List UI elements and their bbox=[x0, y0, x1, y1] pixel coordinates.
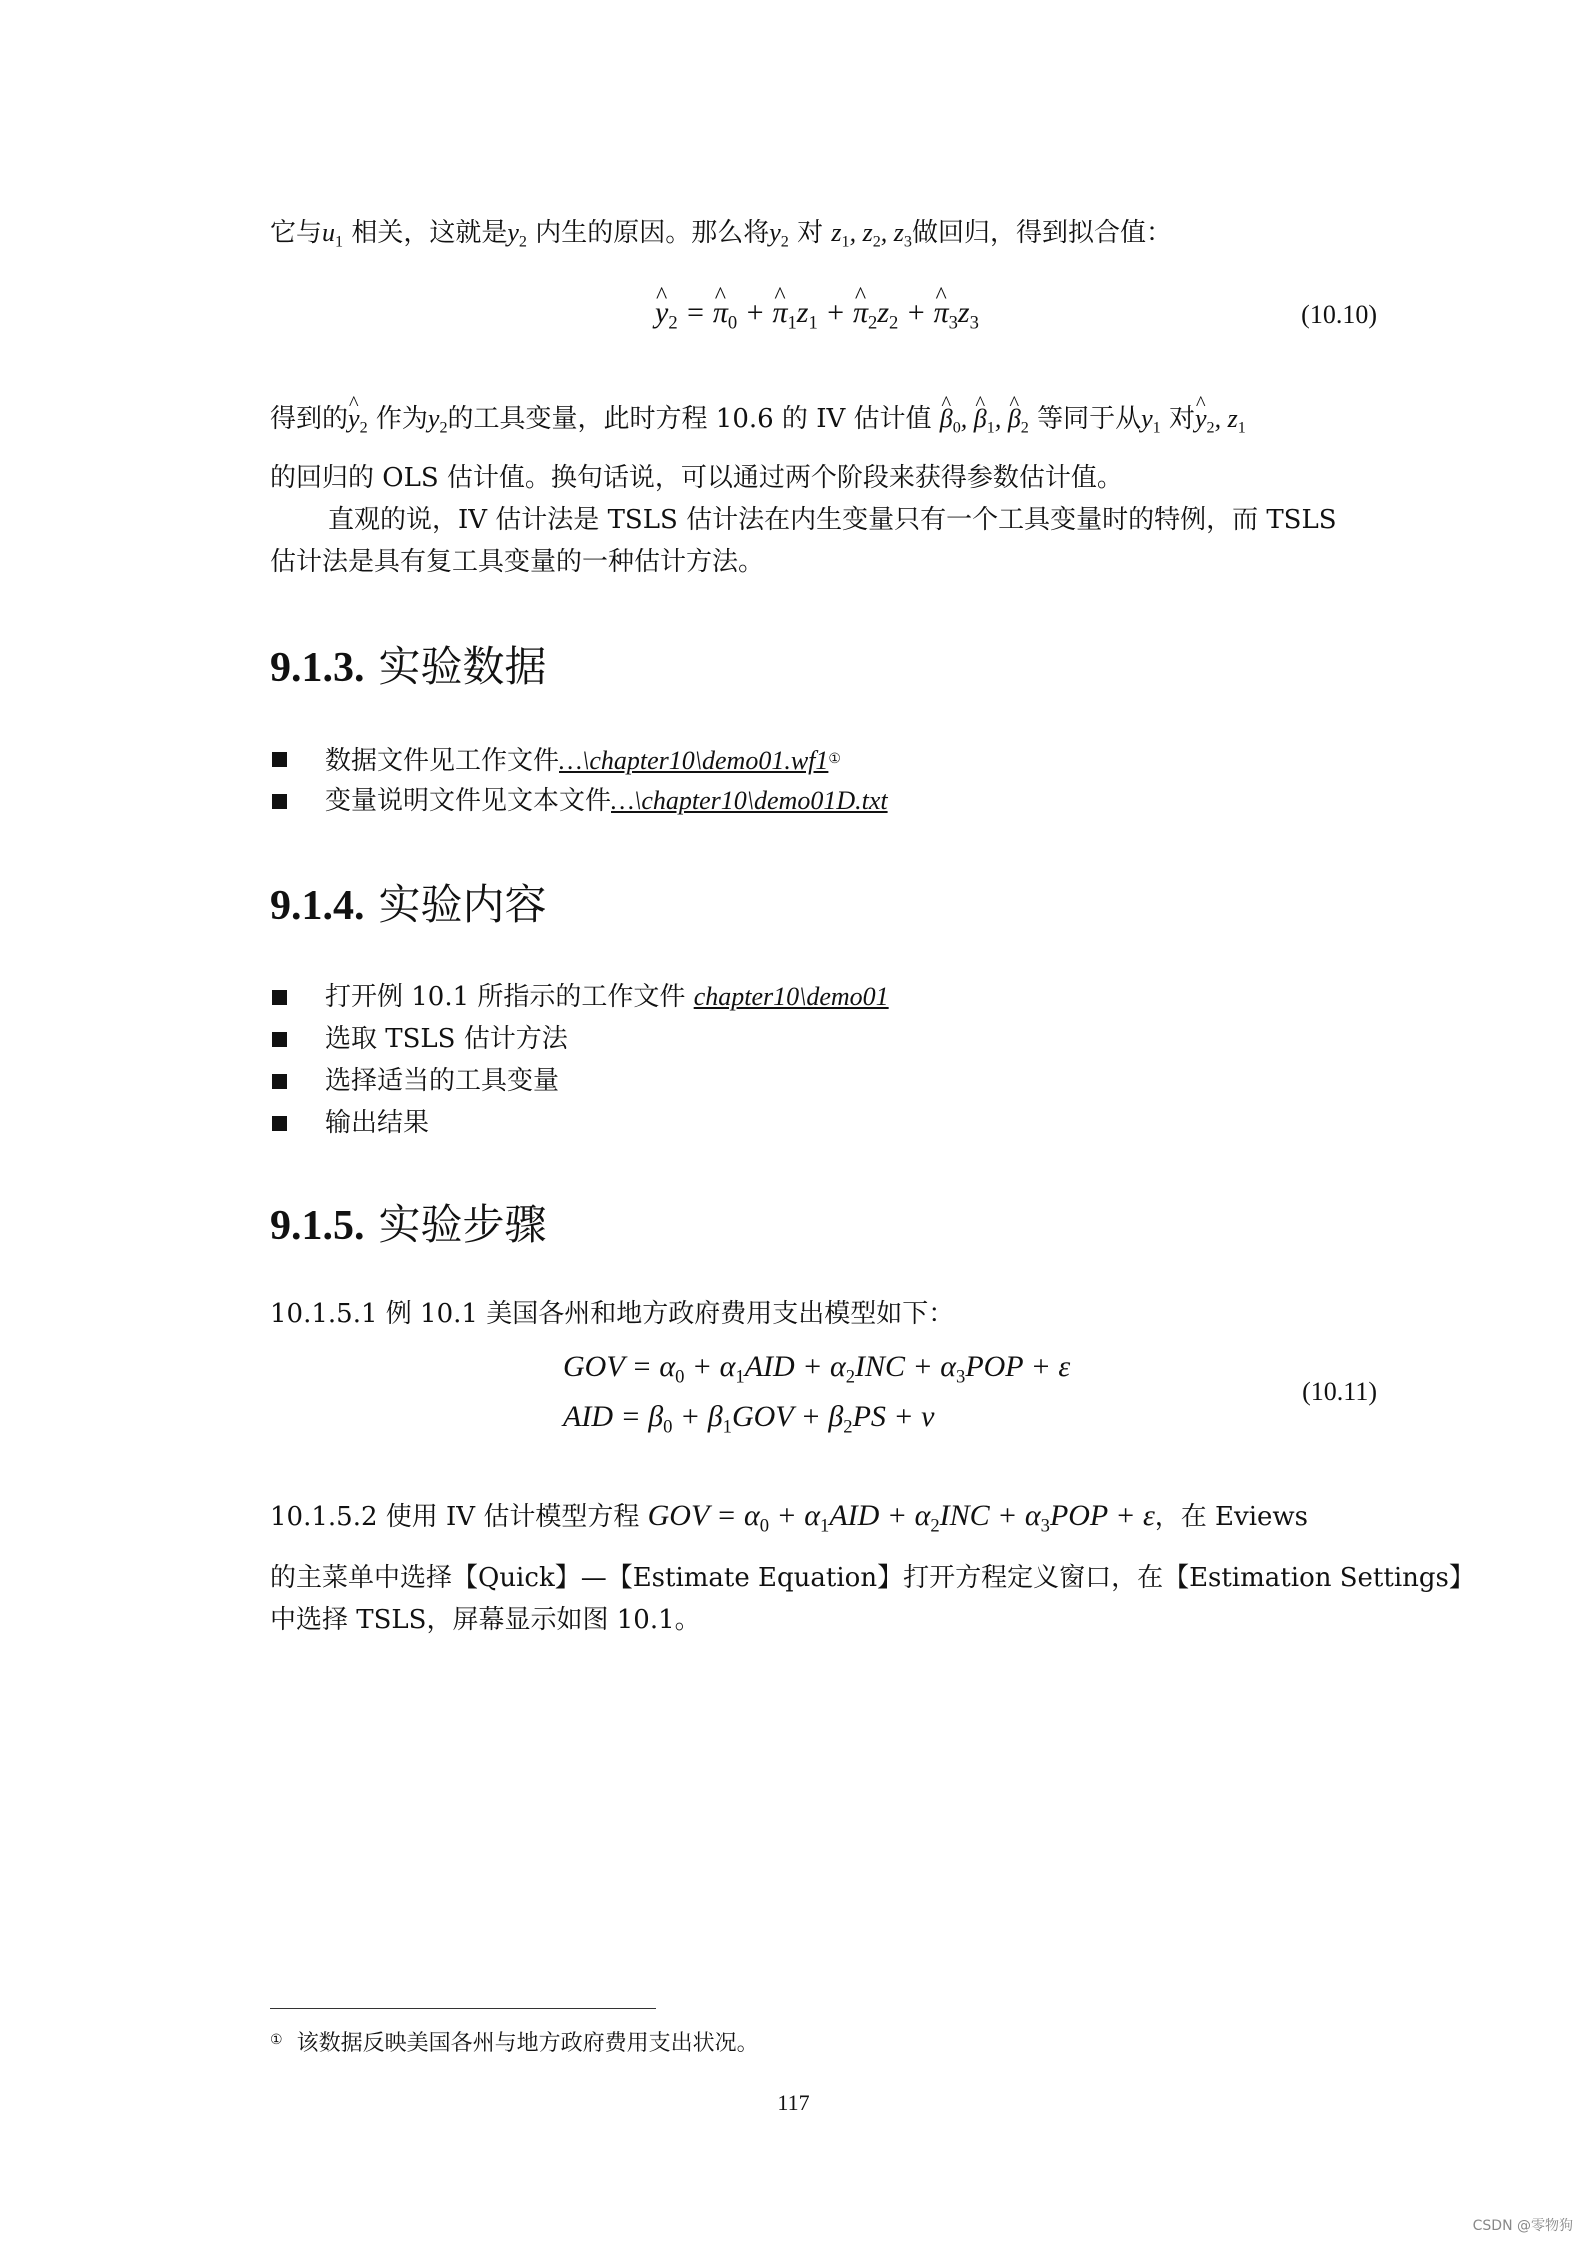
equation-10-10: ^ $y_2$ = ^ $\pi_0$ + ^ $\pi_1z_1$ + ^ $\pi_2z_2$ + ^ $\pi_3z_3$ bbox=[655, 296, 979, 330]
demo-link[interactable]: chapter10\demo01 bbox=[693, 982, 889, 1011]
bullet-square-icon bbox=[272, 752, 287, 767]
footnote-mark: ① bbox=[270, 2032, 283, 2048]
section-heading-data: 9.1.3. 实验数据 bbox=[270, 642, 547, 691]
paragraph-tsls-line2: 估计法是具有复工具变量的一种估计方法。 bbox=[270, 547, 765, 577]
bullet-square-icon bbox=[272, 1074, 287, 1089]
paragraph-iv-estimates: 得到的^ $y_2$ 作为$y_2$的工具变量，此时方程 10.6 的 IV 估计值 ^ $\beta_0$, ^ $\beta_1$, ^ $\beta_2$ 等同于从$y_1$ 对^ $y_2$, $z_1$ bbox=[270, 398, 1246, 441]
footnote-ref[interactable]: ① bbox=[828, 751, 841, 767]
workfile-link[interactable]: …\chapter10\demo01.wf1 bbox=[559, 746, 829, 775]
bullet-square-icon bbox=[272, 990, 287, 1005]
section-heading-content: 9.1.4. 实验内容 bbox=[270, 880, 547, 929]
watermark: CSDN @零物狗 bbox=[1472, 2218, 1573, 2234]
paragraph-ols: 的回归的 OLS 估计值。换句话说，可以通过两个阶段来获得参数估计值。 bbox=[270, 463, 1123, 493]
paragraph-tsls-line1: 直观的说，IV 估计法是 TSLS 估计法在内生变量只有一个工具变量时的特例，而 TSLS bbox=[328, 505, 1337, 535]
footnote-divider bbox=[270, 2008, 656, 2009]
equation-number: (10.10) bbox=[1301, 300, 1377, 329]
equation-10-11-line1: GOV = $\alpha_0 + \alpha_1AID + \alpha_2INC + \alpha_3POP + \varepsilon$ bbox=[563, 1350, 1071, 1388]
step-10-1-5-2-line2: 的主菜单中选择【Quick】—【Estimate Equation】打开方程定义窗口，在【Estimation Settings】 bbox=[270, 1563, 1475, 1593]
equation-10-11-line2: AID = $\beta_0 + \beta_1GOV + \beta_2PS + v$ bbox=[563, 1400, 935, 1438]
content-list bbox=[325, 976, 889, 1144]
step-10-1-5-1: 10.1.5.1 例 10.1 美国各州和地方政府费用支出模型如下： bbox=[270, 1299, 955, 1329]
page-number: 117 bbox=[777, 2090, 810, 2115]
bullet-square-icon bbox=[272, 1116, 287, 1131]
bullet-square-icon bbox=[272, 794, 287, 809]
list-item: 数据文件见工作文件…\chapter10\demo01.wf1① bbox=[325, 738, 888, 780]
data-file-list bbox=[325, 738, 888, 822]
paragraph-endogeneity: 它与$u_1$ 相关，这就是$y_2$ 内生的原因。那么将$y_2$ 对 $z_1$, $z_2$, $z_3$做回归，得到拟合值： bbox=[270, 218, 1172, 251]
list-item: 选择适当的工具变量 bbox=[325, 1060, 889, 1102]
footnote: ① 该数据反映美国各州与地方政府费用支出状况。 bbox=[270, 2031, 759, 2056]
section-heading-steps: 9.1.5. 实验步骤 bbox=[270, 1200, 547, 1249]
step-10-1-5-2-line3: 中选择 TSLS，屏幕显示如图 10.1。 bbox=[270, 1605, 701, 1635]
step-10-1-5-2: 10.1.5.2 使用 IV 估计模型方程 GOV = $\alpha_0 + \alpha_1AID + \alpha_2INC + \alpha_3POP + \varepsilon$，在 Eviews bbox=[270, 1499, 1309, 1537]
textfile-link[interactable]: …\chapter10\demo01D.txt bbox=[611, 786, 888, 815]
list-item: 变量说明文件见文本文件…\chapter10\demo01D.txt bbox=[325, 780, 888, 822]
equation-number: (10.11) bbox=[1302, 1377, 1377, 1406]
list-item: 输出结果 bbox=[325, 1102, 889, 1144]
list-item: 打开例 10.1 所指示的工作文件 chapter10\demo01 bbox=[325, 976, 889, 1018]
bullet-square-icon bbox=[272, 1032, 287, 1047]
list-item: 选取 TSLS 估计方法 bbox=[325, 1018, 889, 1060]
